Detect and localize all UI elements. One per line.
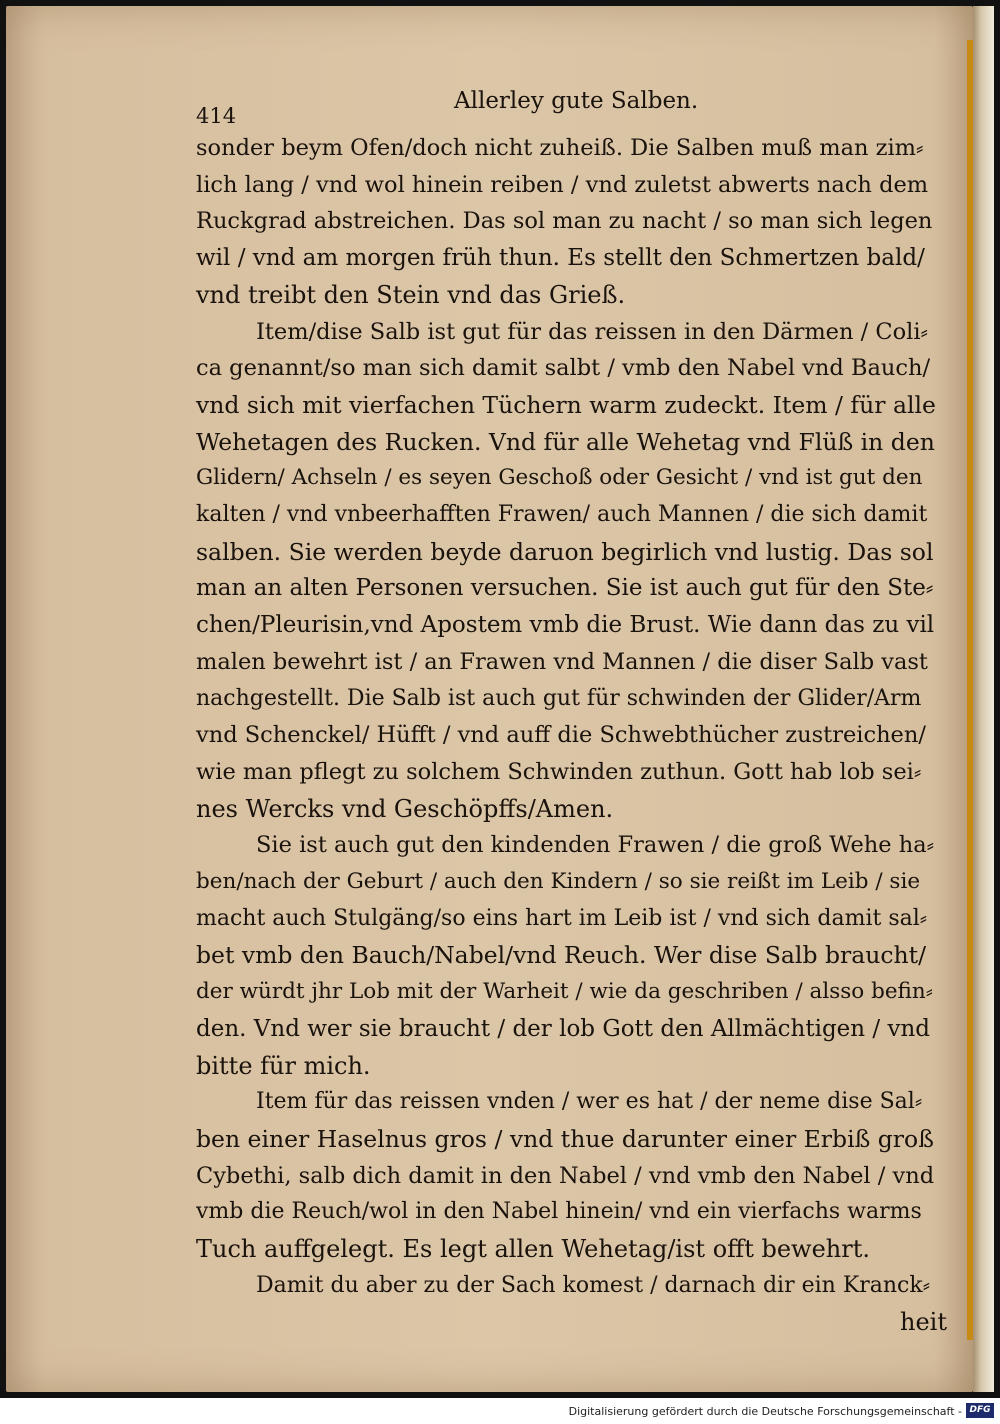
text-line: Tuch auffgelegt. Es legt allen Wehetag/ist offt bewehrt.	[196, 1235, 870, 1263]
text-line: Ruckgrad abstreichen. Das sol man zu nacht / so man sich legen	[196, 208, 933, 235]
text-line: Glidern/ Achseln / es seyen Geschoß oder Gesicht / vnd ist gut den	[196, 465, 923, 491]
text-line: chen/Pleurisin,vnd Apostem vmb die Brust. Wie dann das zu vil	[196, 612, 935, 639]
text-line: macht auch Stulgäng/so eins hart im Leib ist / vnd sich damit sal⸗	[196, 905, 928, 931]
text-line: Item/dise Salb ist gut für das reissen in den Därmen / Coli⸗	[256, 318, 929, 345]
text-line: vnd sich mit vierfachen Tüchern warm zudeckt. Item / für alle	[196, 390, 936, 419]
text-line: Cybethi, salb dich damit in den Nabel / vnd vmb den Nabel / vnd	[196, 1162, 935, 1189]
dfg-logo: DFG	[966, 1403, 994, 1418]
text-line: ben einer Haselnus gros / vnd thue darunter einer Erbiß groß	[196, 1124, 934, 1153]
text-line: vnd treibt den Stein vnd das Grieß.	[196, 280, 626, 309]
text-line: den. Vnd wer sie braucht / der lob Gott den Allmächtigen / vnd	[196, 1015, 931, 1042]
text-line: man an alten Personen versuchen. Sie ist auch gut für den Ste⸗	[196, 575, 934, 602]
funding-notice: Digitalisierung gefördert durch die Deutsche Forschungsgemeinschaft -	[568, 1405, 962, 1418]
text-line: malen bewehrt ist / an Frawen vnd Mannen / die diser Salb vast	[196, 648, 928, 675]
text-line: bitte für mich.	[196, 1051, 371, 1080]
text-line: ben/nach der Geburt / auch den Kindern / so sie reißt im Leib / sie	[196, 869, 921, 894]
text-line: Item für das reissen vnden / wer es hat / der neme dise Sal⸗	[256, 1089, 923, 1115]
text-line: Wehetagen des Rucken. Vnd für alle Wehetag vnd Flüß in den	[196, 427, 935, 456]
text-line: Sie ist auch gut den kindenden Frawen / die groß Wehe ha⸗	[256, 832, 935, 859]
catchword: heit	[900, 1308, 947, 1337]
text-line: wie man pflegt zu solchem Schwinden zuthun. Gott hab lob sei⸗	[196, 758, 922, 785]
text-line: salben. Sie werden beyde daruon begirlich vnd lustig. Das sol	[196, 537, 934, 566]
text-line: vmb die Reuch/wol in den Nabel hinein/ vnd ein vierfachs warms	[196, 1199, 922, 1225]
text-line: der würdt jhr Lob mit der Warheit / wie da geschriben / alsso befin⸗	[196, 979, 933, 1005]
text-line: nes Wercks vnd Geschöpffs/Amen.	[196, 794, 614, 823]
text-line: lich lang / vnd wol hinein reiben / vnd zuletst abwerts nach dem	[196, 171, 929, 198]
text-line: ca genannt/so man sich damit salbt / vmb den Nabel vnd Bauch/	[196, 355, 931, 382]
text-line: sonder beym Ofen/doch nicht zuheiß. Die Salben muß man zim⸗	[196, 135, 924, 161]
page-edge	[973, 6, 994, 1392]
text-line: bet vmb den Bauch/Nabel/vnd Reuch. Wer dise Salb braucht/	[196, 941, 927, 970]
text-line: nachgestellt. Die Salb ist auch gut für schwinden der Glider/Arm	[196, 685, 922, 711]
text-line: vnd Schenckel/ Hüfft / vnd auff die Schwebthücher zustreichen/	[196, 722, 926, 749]
footer-bar	[0, 1398, 1000, 1424]
text-line: wil / vnd am morgen früh thun. Es stellt den Schmertzen bald/	[196, 245, 925, 272]
text-line: Damit du aber zu der Sach komest / darnach dir ein Kranck⸗	[256, 1272, 931, 1298]
text-line: kalten / vnd vnbeerhafften Frawen/ auch Mannen / die sich damit	[196, 502, 928, 527]
page-number: 414	[196, 104, 237, 128]
running-head: Allerley gute Salben.	[454, 88, 699, 114]
